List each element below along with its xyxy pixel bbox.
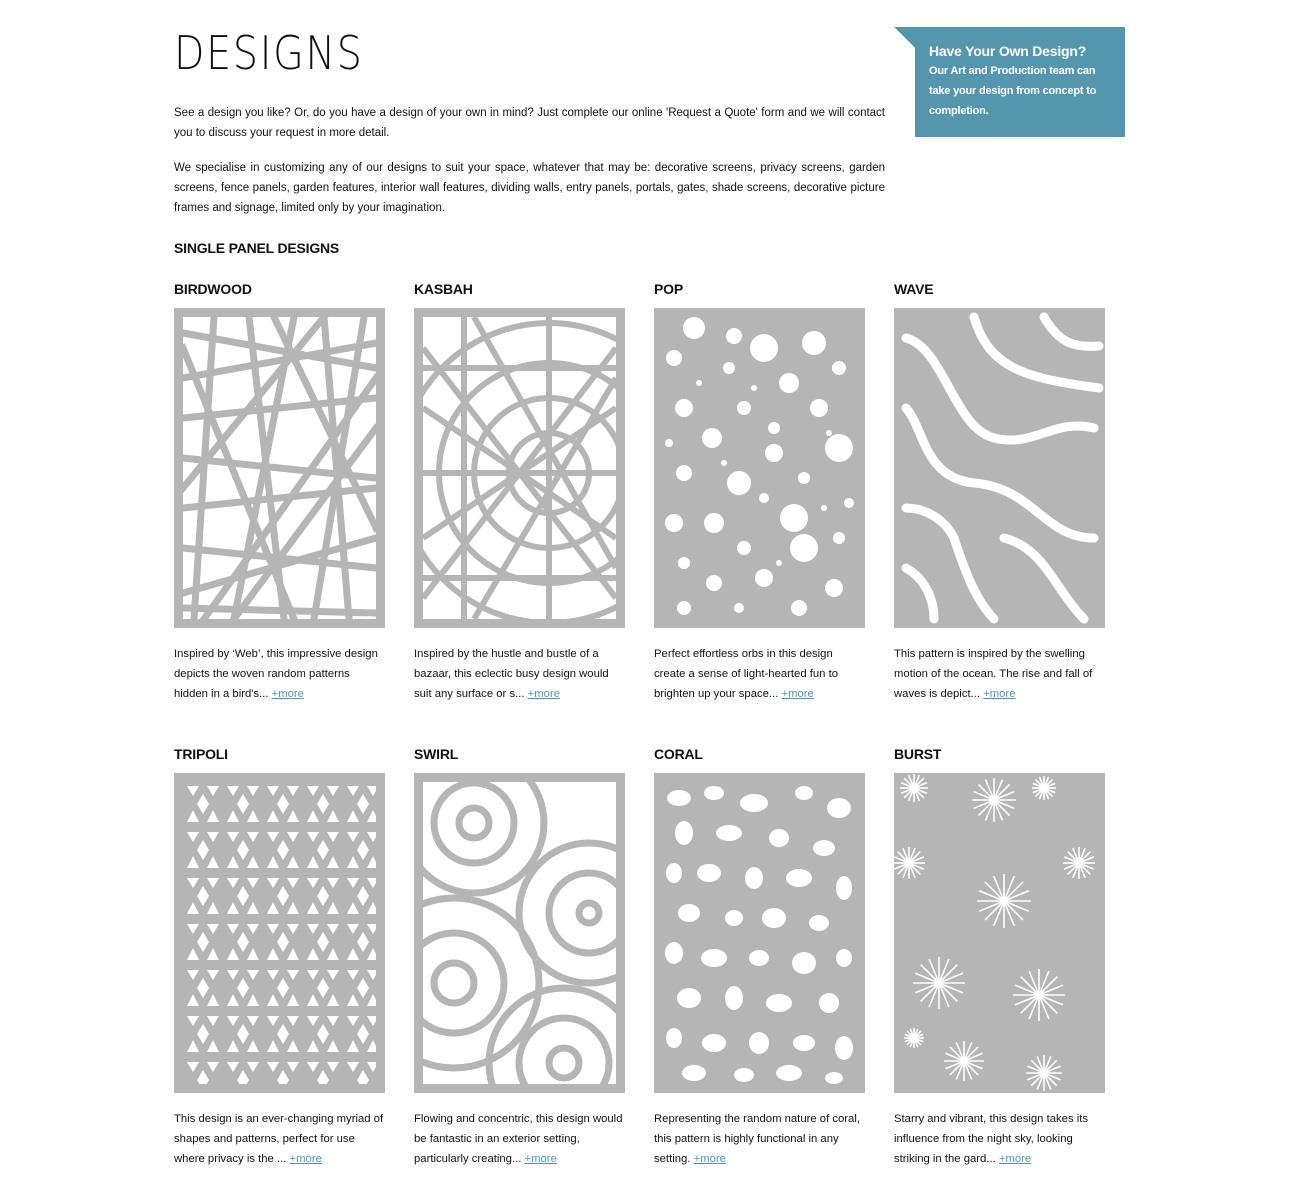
design-title[interactable]: WAVE bbox=[894, 281, 934, 297]
design-description: Perfect effortless orbs in this design create a sense of light-hearted fun to brighten up your space... +more bbox=[654, 648, 839, 700]
design-card-coral bbox=[654, 744, 866, 1169]
section-heading: SINGLE PANEL DESIGNS bbox=[174, 240, 340, 256]
design-description: Starry and vibrant, this design takes its influence from the night sky, looking striking in the gard... +more bbox=[894, 1113, 1089, 1165]
kasbah-panel-image[interactable] bbox=[414, 308, 625, 628]
more-link[interactable]: +more bbox=[527, 688, 560, 700]
birdwood-panel-image[interactable] bbox=[174, 308, 385, 628]
pop-panel-image[interactable] bbox=[654, 308, 865, 628]
design-card-wave bbox=[894, 279, 1106, 704]
design-card-kasbah bbox=[414, 279, 626, 704]
design-title[interactable]: KASBAH bbox=[414, 281, 473, 297]
design-title[interactable]: BIRDWOOD bbox=[174, 281, 252, 297]
more-link[interactable]: +more bbox=[693, 1153, 726, 1165]
design-description: Representing the random nature of coral, this pattern is highly functional in any setting. +more bbox=[654, 1113, 860, 1165]
design-title[interactable]: POP bbox=[654, 281, 683, 297]
more-link[interactable]: +more bbox=[524, 1153, 557, 1165]
design-card-tripoli bbox=[174, 744, 386, 1169]
design-title[interactable]: TRIPOLI bbox=[174, 746, 228, 762]
design-description: Inspired by ‘Web’, this impressive design depicts the woven random patterns hidden in a bird's... +more bbox=[174, 648, 378, 700]
more-link[interactable]: +more bbox=[271, 688, 304, 700]
burst-panel-image[interactable] bbox=[894, 773, 1105, 1093]
more-link[interactable]: +more bbox=[781, 688, 814, 700]
coral-panel-image[interactable] bbox=[654, 773, 865, 1093]
page-title: DESIGNS bbox=[174, 26, 364, 80]
promo-text: Our Art and Production team can take your design from concept to completion. bbox=[929, 65, 1097, 117]
design-card-burst bbox=[894, 744, 1106, 1169]
promo-box[interactable] bbox=[915, 27, 1125, 137]
swirl-panel-image[interactable] bbox=[414, 773, 625, 1093]
design-card-birdwood bbox=[174, 279, 386, 704]
wave-panel-image[interactable] bbox=[894, 308, 1105, 628]
promo-corner-tab bbox=[894, 27, 916, 49]
intro-paragraph-quote: See a design you like? Or, do you have a design of your own in mind? Just complete our online 'Request a Quote' form and we will contact you to discuss your request in more detail. bbox=[174, 107, 885, 139]
design-description: Inspired by the hustle and bustle of a bazaar, this eclectic busy design would suit any surface or s... +more bbox=[414, 648, 609, 700]
design-description: Flowing and concentric, this design would be fantastic in an exterior setting, particularly creating... +more bbox=[414, 1113, 623, 1165]
more-link[interactable]: +more bbox=[983, 688, 1016, 700]
design-description: This design is an ever-changing myriad of shapes and patterns, perfect for use where privacy is the ... +more bbox=[174, 1113, 384, 1165]
more-link[interactable]: +more bbox=[289, 1153, 322, 1165]
design-description: This pattern is inspired by the swelling motion of the ocean. The rise and fall of waves is depict... +more bbox=[894, 648, 1093, 700]
design-title[interactable]: CORAL bbox=[654, 746, 703, 762]
tripoli-panel-image[interactable] bbox=[174, 773, 385, 1093]
design-title[interactable]: SWIRL bbox=[414, 746, 459, 762]
design-card-pop bbox=[654, 279, 866, 704]
more-link[interactable]: +more bbox=[998, 1153, 1032, 1165]
intro-paragraph-specialise: We specialise in customizing any of our designs to suit your space, whatever that may be: decorative screens, privacy screens, garden screens, fence panels, garden features, interior wall features, dividing walls, entry panels, portals, gates, shade screens, decorative picture frames and signage, limited only by your imagination. bbox=[174, 162, 885, 214]
design-title[interactable]: BURST bbox=[894, 746, 942, 762]
promo-title: Have Your Own Design? bbox=[929, 43, 1087, 59]
design-card-swirl bbox=[414, 744, 626, 1169]
